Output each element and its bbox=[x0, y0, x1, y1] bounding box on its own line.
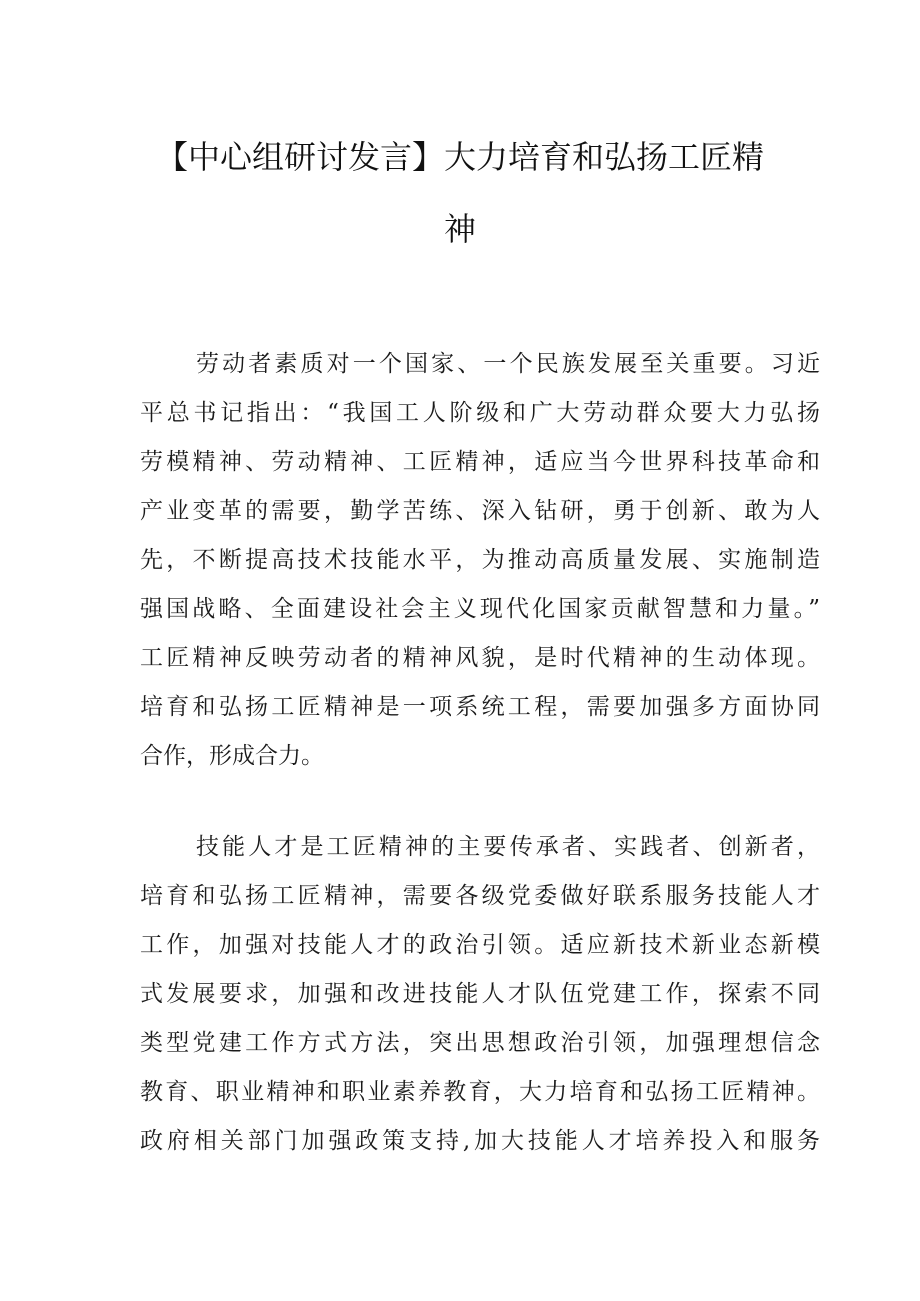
paragraph-line: 教育、职业精神和职业素养教育，大力培育和弘扬工匠精神。 bbox=[140, 1079, 820, 1105]
paragraph-line: 类型党建工作方式方法，突出思想政治引领，加强理想信念 bbox=[140, 1030, 820, 1056]
paragraph-line: 劳动者素质对一个国家、一个民族发展至关重要。习近 bbox=[196, 351, 820, 377]
paragraph-line: 培育和弘扬工匠精神是一项系统工程，需要加强多方面协同 bbox=[140, 694, 820, 720]
paragraph-line: 工匠精神反映劳动者的精神风貌，是时代精神的生动体现。 bbox=[140, 645, 820, 671]
paragraph-line: 政府相关部门加强政策支持,加大技能人才培养投入和服务 bbox=[140, 1128, 820, 1154]
paragraph-line: 式发展要求，加强和改进技能人才队伍党建工作，探索不同 bbox=[140, 981, 820, 1007]
document-title-line-2: 神 bbox=[443, 210, 476, 248]
paragraph-line: 产业变革的需要，勤学苦练、深入钻研，勇于创新、敢为人 bbox=[140, 498, 820, 524]
paragraph-line: 培育和弘扬工匠精神，需要各级党委做好联系服务技能人才 bbox=[140, 883, 820, 909]
paragraph-line: 强国战略、全面建设社会主义现代化国家贡献智慧和力量。” bbox=[140, 596, 820, 622]
paragraph-line: 平总书记指出：“我国工人阶级和广大劳动群众要大力弘扬 bbox=[140, 400, 820, 426]
document-title-line-1: 【中心组研讨发言】大力培育和弘扬工匠精 bbox=[155, 138, 764, 176]
paragraph-line: 工作，加强对技能人才的政治引领。适应新技术新业态新模 bbox=[140, 932, 820, 958]
paragraph-line: 技能人才是工匠精神的主要传承者、实践者、创新者， bbox=[196, 834, 820, 860]
paragraph-line: 劳模精神、劳动精神、工匠精神，适应当今世界科技革命和 bbox=[140, 449, 820, 475]
paragraph-line: 先，不断提高技术技能水平，为推动高质量发展、实施制造 bbox=[140, 547, 820, 573]
paragraph-line: 合作，形成合力。 bbox=[140, 743, 324, 769]
